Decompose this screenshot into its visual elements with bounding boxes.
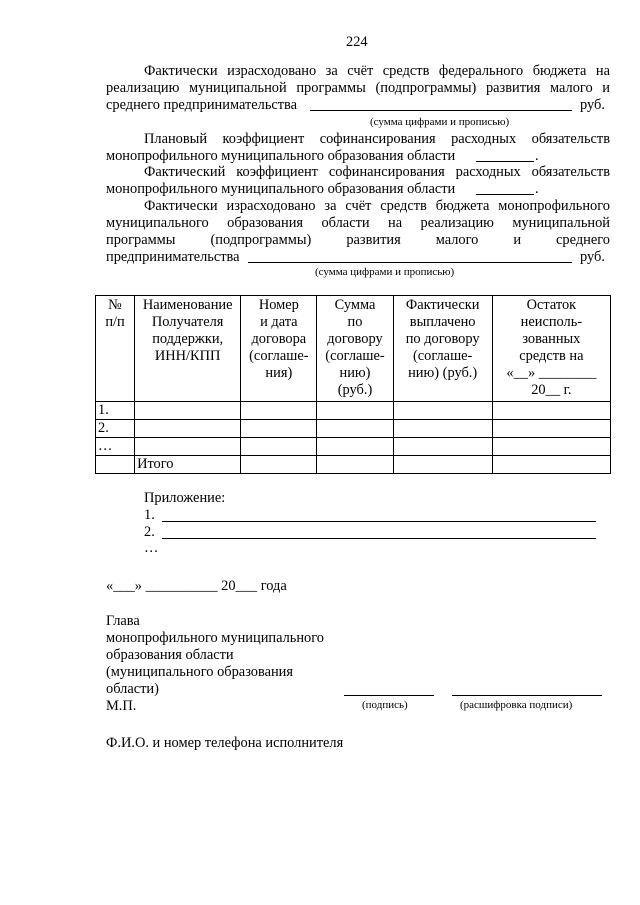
stamp-label: М.П.	[106, 698, 137, 714]
planned-coef-line	[476, 161, 534, 162]
col-header-paid: Фактически выплачено по договору (соглаше- нию) (руб.)	[393, 296, 492, 402]
para4-line4-suffix: руб.	[580, 249, 605, 265]
para3-line1: Фактический коэффициент софинансирования расходных обязательств	[144, 164, 610, 180]
table-row	[96, 402, 611, 420]
signature-decode-line	[452, 695, 602, 696]
signature-caption: (подпись)	[362, 699, 408, 711]
row-number: 1.	[96, 402, 135, 420]
appendix-line-2	[162, 538, 596, 539]
signatory-line-2: монопрофильного муниципального	[106, 630, 324, 646]
row-number: 2.	[96, 420, 135, 438]
col-header-remainder: Остаток неисполь- зованных средств на «__» ________ 20__ г.	[492, 296, 610, 402]
col-header-number: № п/п	[96, 296, 135, 402]
signature-line	[344, 695, 434, 696]
date-line: «___» __________ 20___ года	[106, 578, 287, 594]
appendix-item-1: 1.	[144, 507, 155, 523]
recipients-table	[95, 295, 611, 474]
local-sum-fill-line	[248, 262, 572, 263]
para3-line2: монопрофильного муниципального образования области	[106, 181, 456, 197]
para1-line3-prefix: среднего предпринимательства	[106, 97, 298, 113]
para1-caption: (сумма цифрами и прописью)	[370, 116, 510, 128]
para4-line2: муниципального образования области на реализацию муниципальной	[106, 215, 610, 231]
para4-caption: (сумма цифрами и прописью)	[315, 266, 455, 278]
para1-line3-suffix: руб.	[580, 97, 605, 113]
para1-line1: Фактически израсходовано за счёт средств федерального бюджета на	[144, 63, 610, 79]
para4-line3: программы (подпрограммы) развития малого и среднего	[106, 232, 610, 248]
table-row	[96, 420, 611, 438]
row-number: …	[96, 438, 135, 456]
signatory-line-1: Глава	[106, 613, 140, 629]
executor-line: Ф.И.О. и номер телефона исполнителя	[106, 735, 344, 751]
appendix-item-3: …	[144, 540, 159, 556]
appendix-title: Приложение:	[144, 490, 226, 506]
para2-line1: Плановый коэффициент софинансирования расходных обязательств	[144, 131, 610, 147]
signatory-line-3: образования области	[106, 647, 234, 663]
decode-caption: (расшифровка подписи)	[460, 699, 573, 711]
table-row	[96, 438, 611, 456]
table-header-row	[96, 296, 611, 402]
para2-line2: монопрофильного муниципального образования области	[106, 148, 456, 164]
col-header-sum: Сумма по договору (соглаше- нию) (руб.)	[317, 296, 393, 402]
sum-fill-line	[310, 110, 572, 111]
para4-line4-prefix: предпринимательства	[106, 249, 240, 265]
appendix-item-2: 2.	[144, 524, 155, 540]
signatory-line-5: области)	[106, 681, 159, 697]
signatory-line-4: (муниципального образования	[106, 664, 294, 680]
table-total-row	[96, 456, 611, 474]
page-number: 224	[346, 34, 368, 50]
para1-line2: реализацию муниципальной программы (подпрограммы) развития малого и	[106, 80, 610, 96]
appendix-line-1	[162, 521, 596, 522]
actual-coef-line	[476, 194, 534, 195]
col-header-recipient: Наименование Получателя поддержки, ИНН/КПП	[135, 296, 241, 402]
col-header-contract: Номер и дата договора (соглаше- ния)	[241, 296, 317, 402]
para4-line1: Фактически израсходовано за счёт средств бюджета монопрофильного	[144, 198, 610, 214]
total-label: Итого	[135, 456, 241, 474]
